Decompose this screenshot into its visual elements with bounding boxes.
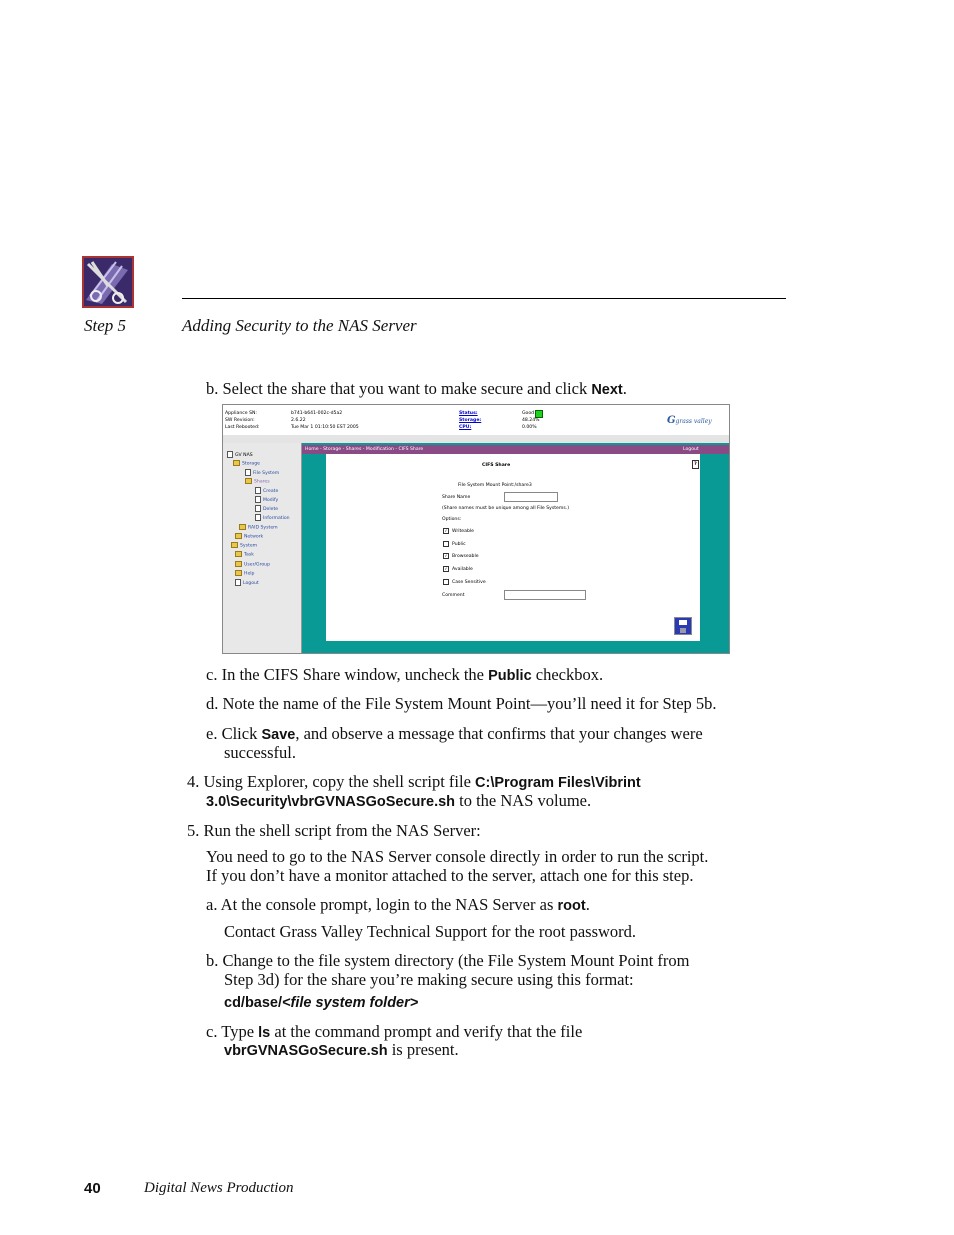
options-label: Options: (442, 517, 462, 522)
tree-root[interactable]: GV NAS (227, 451, 253, 458)
instruction-a-login-root: a. At the console prompt, login to the NAS Server as root. (206, 895, 590, 914)
folder-icon (235, 551, 242, 557)
brand-logo: Ggrass valley (667, 415, 712, 426)
tree-item-logout[interactable]: Logout (235, 579, 259, 586)
status-link[interactable]: Status: (459, 411, 478, 416)
folder-icon (235, 570, 242, 576)
tree-item-raid-system[interactable]: RAID System (239, 524, 278, 531)
tree-item-file-system[interactable]: File System (245, 469, 279, 476)
available-checkbox[interactable]: ✓ (444, 566, 448, 571)
instruction-c-type-ls: c. Type ls at the command prompt and verify that the file (206, 1022, 583, 1041)
logout-link[interactable]: Logout (683, 447, 699, 452)
folder-icon (231, 542, 238, 548)
navigation-tree (223, 443, 302, 653)
tree-item-create[interactable]: Create (255, 487, 278, 494)
info-label: SW Revision: (225, 418, 255, 423)
writeable-label: Writeable (452, 529, 474, 534)
tree-item-shares[interactable]: Shares (245, 478, 270, 485)
chapter-logo (82, 256, 134, 308)
folder-icon (233, 460, 240, 466)
info-value: Tue Mar 1 01:10:50 EST 2005 (291, 425, 359, 430)
info-value: b741-b641-002c-d5a2 (291, 411, 343, 416)
instruction-a-note: Contact Grass Valley Technical Support for the root password. (224, 922, 637, 941)
folder-icon (245, 478, 252, 484)
case-sensitive-label: Case Sensitive (452, 580, 486, 585)
instruction-d-note-mount-point: d. Note the name of the File System Mount Point—you’ll need it for Step 5b. (206, 694, 717, 713)
folder-icon (239, 524, 246, 530)
instruction-b-select-share: b. Select the share that you want to make secure and click Next. (206, 379, 627, 398)
help-icon[interactable]: ? (692, 460, 699, 469)
tree-item-system[interactable]: System (231, 542, 257, 549)
tree-item-storage[interactable]: Storage (233, 460, 260, 467)
storage-value: 48.24% (522, 418, 540, 423)
writeable-checkbox[interactable]: ✓ (444, 528, 448, 533)
spacer-band (223, 435, 729, 443)
save-button[interactable] (674, 617, 692, 635)
cpu-value: 0.00% (522, 425, 537, 430)
info-value: 2.6.22 (291, 418, 306, 423)
info-label: Last Rebooted: (225, 425, 260, 430)
status-indicator-icon (535, 410, 543, 418)
save-disk-shutter (680, 628, 686, 633)
cifs-share-panel (326, 454, 700, 641)
instruction-c-uncheck-public: c. In the CIFS Share window, uncheck the Public checkbox. (206, 665, 604, 684)
tree-item-task[interactable]: Task (235, 551, 254, 558)
info-label: Appliance SN: (225, 411, 257, 416)
cpu-link[interactable]: CPU: (459, 425, 472, 430)
mount-point-text: File System Mount Point:/share3 (458, 483, 532, 488)
folder-icon (235, 561, 242, 567)
cifs-share-screenshot (222, 404, 730, 654)
share-name-note: (Share names must be unique among all File Systems.) (442, 506, 569, 511)
tree-item-modify[interactable]: Modify (255, 496, 278, 503)
computer-icon (227, 451, 233, 458)
instruction-4-line2: 3.0\Security\vbrGVNASGoSecure.sh to the NAS volume. (206, 791, 592, 810)
document-icon (235, 579, 241, 586)
tree-item-help[interactable]: Help (235, 570, 254, 577)
instruction-4-copy-script: 4. Using Explorer, copy the shell script file C:\Program Files\Vibrint (187, 772, 641, 791)
case-sensitive-checkbox[interactable] (443, 579, 449, 585)
instruction-c-line2: vbrGVNASGoSecure.sh is present. (224, 1040, 459, 1059)
footer-book-title: Digital News Production (144, 1180, 294, 1196)
document-icon (255, 505, 261, 512)
step-title: Adding Security to the NAS Server (182, 316, 417, 335)
tree-item-delete[interactable]: Delete (255, 505, 278, 512)
storage-link[interactable]: Storage: (459, 418, 482, 423)
breadcrumb-bar (302, 445, 729, 454)
paragraph-console-line1: You need to go to the NAS Server console directly in order to run the script. (206, 847, 709, 866)
instruction-e-line2: successful. (224, 743, 296, 762)
appliance-info-band (223, 405, 729, 435)
document-icon (255, 514, 261, 521)
instruction-e-click-save: e. Click Save, and observe a message that confirms that your changes were (206, 724, 703, 743)
document-icon (245, 469, 251, 476)
page-number: 40 (84, 1180, 101, 1197)
tree-item-network[interactable]: Network (235, 533, 263, 540)
header-rule (182, 298, 786, 299)
folder-icon (235, 533, 242, 539)
tree-item-information[interactable]: Information (255, 514, 290, 521)
share-name-label: Share Name (442, 495, 471, 500)
step-label: Step 5 (84, 316, 127, 335)
available-label: Available (452, 567, 473, 572)
content-frame (302, 443, 729, 653)
paragraph-console-line2: If you don’t have a monitor attached to the server, attach one for this step. (206, 866, 694, 885)
share-name-input[interactable] (504, 492, 558, 502)
browseable-label: Browseable (452, 554, 479, 559)
browseable-checkbox[interactable]: ✓ (444, 553, 448, 558)
comment-label: Comment (442, 593, 465, 598)
instruction-5-run-script: 5. Run the shell script from the NAS Server: (187, 821, 481, 840)
document-icon (255, 487, 261, 494)
comment-input[interactable] (504, 590, 586, 600)
save-disk-icon (679, 620, 687, 625)
panel-title: CIFS Share (482, 463, 511, 468)
status-value: Good (522, 411, 535, 416)
document-icon (255, 496, 261, 503)
command-cd: cd/base/<file system folder> (224, 995, 419, 1011)
instruction-b-line2: Step 3d) for the share you’re making secure using this format: (224, 970, 634, 989)
breadcrumb[interactable]: Home - Storage - Shares - Modification - CIFS Share (305, 447, 424, 452)
public-checkbox[interactable] (443, 541, 449, 547)
instruction-b-change-directory: b. Change to the file system directory (the File System Mount Point from (206, 951, 690, 970)
tree-item-user-group[interactable]: User/Group (235, 561, 270, 568)
public-label: Public (452, 542, 466, 547)
